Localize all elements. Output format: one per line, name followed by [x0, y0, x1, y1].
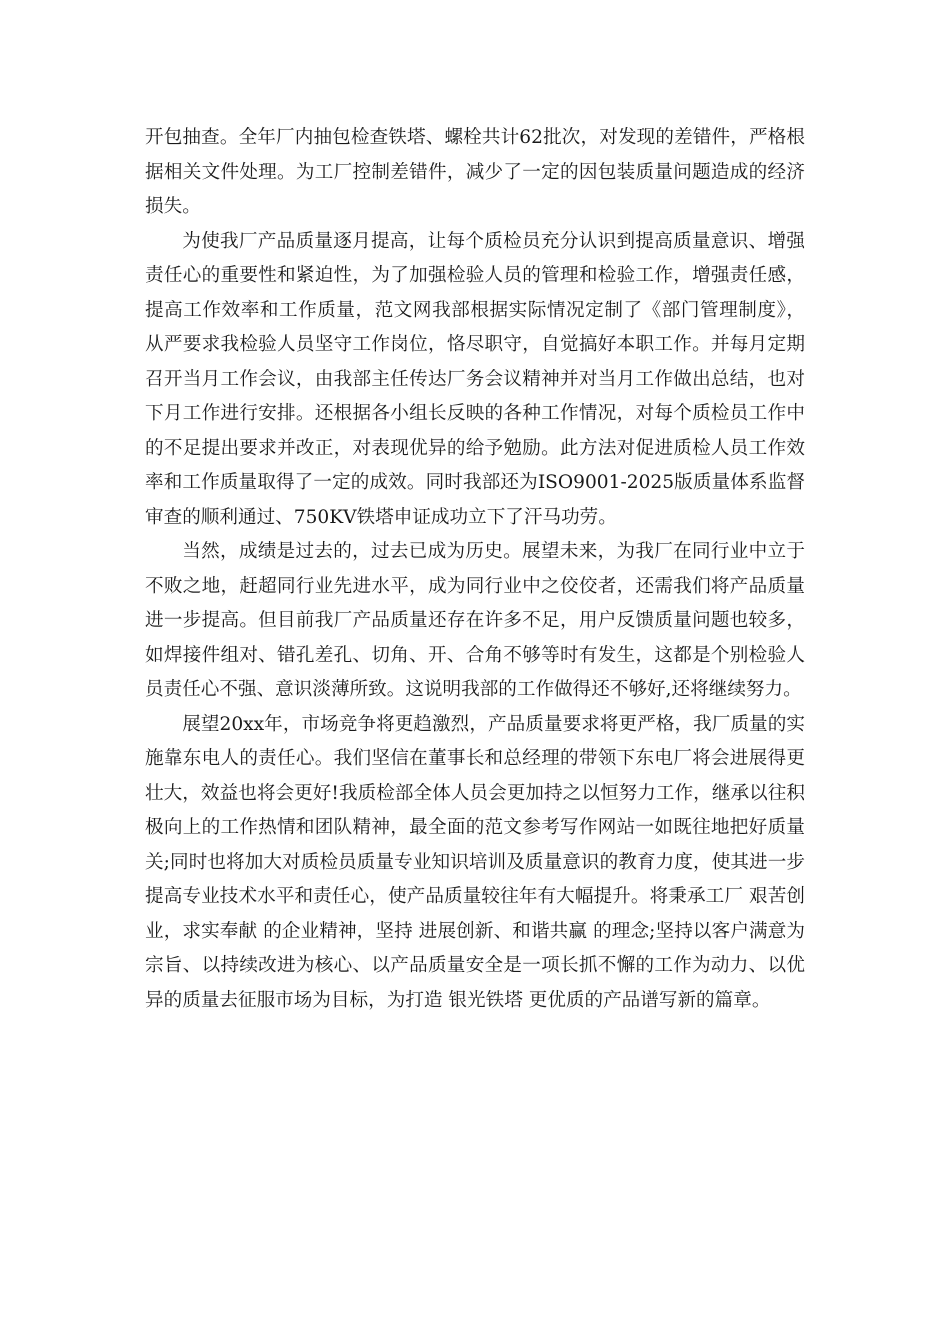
paragraph-continuation: 开包抽查。全年厂内抽包检查铁塔、螺栓共计62批次，对发现的差错件，严格根据相关文件处理。为工厂控制差错件，减少了一定的因包装质量问题造成的经济损失。	[145, 127, 805, 217]
paragraph-quality-management: 为使我厂产品质量逐月提高，让每个质检员充分认识到提高质量意识、增强责任心的重要性和紧迫性，为了加强检验人员的管理和检验工作，增强责任感，提高工作效率和工作质量，范文网我部根据实际情况定制了《部门管理制度》，从严要求我检验人员坚守工作岗位，恪尽职守，自觉搞好本职工作。并每月定期召开当月工作会议，由我部主任传达厂务会议精神并对当月工作做出总结，也对下月工作进行安排。还根据各小组长反映的各种工作情况，对每个质检员工作中的不足提出要求并改正，对表现优异的给予勉励。此方法对促进质检人员工作效率和工作质量取得了一定的成效。同时我部还为ISO9001-2025版质量体系监督审查的顺利通过、750KV铁塔申证成功立下了汗马功劳。	[145, 230, 805, 528]
body-text	[145, 121, 805, 1018]
paragraph-shortcomings: 当然，成绩是过去的，过去已成为历史。展望未来，为我厂在同行业中立于不败之地，赶超同行业先进水平，成为同行业中之佼佼者，还需我们将产品质量进一步提高。但目前我厂产品质量还存在许多不足，用户反馈质量问题也较多，如焊接件组对、错孔差孔、切角、开、合角不够等时有发生，这都是个别检验人员责任心不强、意识淡薄所致。这说明我部的工作做得还不够好,还将继续努力。	[145, 541, 805, 700]
paragraph-outlook: 展望20xx年，市场竞争将更趋激烈，产品质量要求将更严格，我厂质量的实施靠东电人的责任心。我们坚信在董事长和总经理的带领下东电厂将会进展得更壮大，效益也将会更好!我质检部全体人员会更加持之以恒努力工作，继承以往积极向上的工作热情和团队精神，最全面的范文参考写作网站一如既往地把好质量关;同时也将加大对质检员质量专业知识培训及质量意识的教育力度，使其进一步提高专业技术水平和责任心，使产品质量较往年有大幅提升。将秉承工厂 艰苦创业，求实奉献 的企业精神，坚持 进展创新、和谐共赢 的理念;坚持以客户满意为宗旨、以持续改进为核心、以产品质量安全是一项长抓不懈的工作为动力、以优异的质量去征服市场为目标，为打造 银光铁塔 更优质的产品谱写新的篇章。	[145, 713, 805, 1011]
